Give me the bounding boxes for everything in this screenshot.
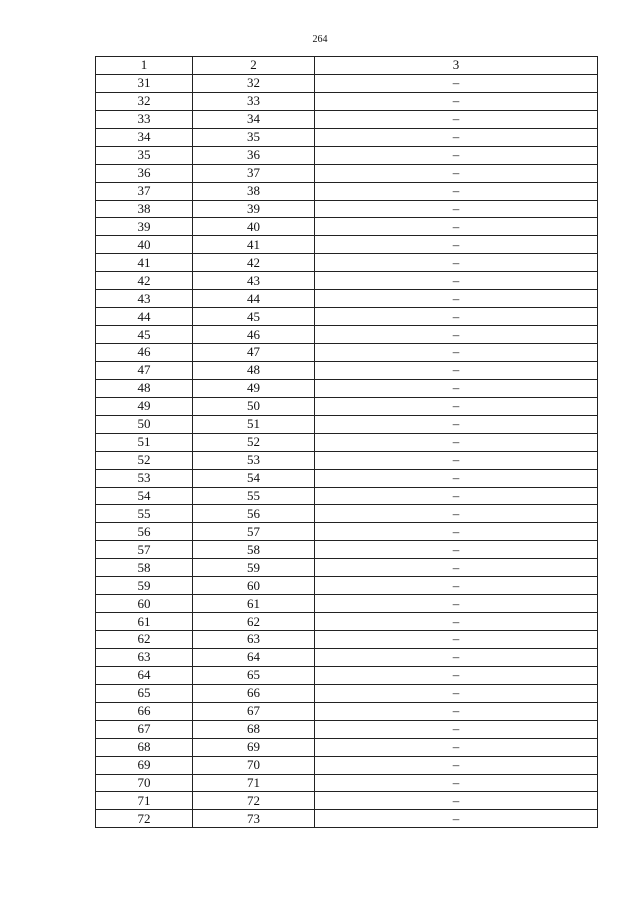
- table-cell: –: [315, 361, 598, 379]
- table-row: [96, 631, 598, 649]
- table-cell: 49: [193, 379, 315, 397]
- table-cell: –: [315, 756, 598, 774]
- table-cell: 71: [193, 774, 315, 792]
- table-cell: 44: [193, 290, 315, 308]
- column-header: 3: [315, 57, 598, 75]
- table-cell: 32: [193, 74, 315, 92]
- table-row: [96, 469, 598, 487]
- table-cell: 67: [96, 720, 193, 738]
- table-cell: 54: [96, 487, 193, 505]
- table-cell: 41: [96, 254, 193, 272]
- table-cell: –: [315, 720, 598, 738]
- table-cell: 59: [193, 559, 315, 577]
- table-cell: –: [315, 523, 598, 541]
- table-cell: 54: [193, 469, 315, 487]
- table-cell: 66: [96, 702, 193, 720]
- table-row: [96, 451, 598, 469]
- page-number: 264: [312, 34, 328, 45]
- table-cell: 60: [193, 577, 315, 595]
- table-cell: –: [315, 308, 598, 326]
- table-cell: –: [315, 397, 598, 415]
- table-cell: 31: [96, 74, 193, 92]
- table-cell: 46: [96, 344, 193, 362]
- table-row: [96, 684, 598, 702]
- table-row: [96, 344, 598, 362]
- table-cell: 68: [96, 738, 193, 756]
- table-cell: 70: [193, 756, 315, 774]
- table-cell: 67: [193, 702, 315, 720]
- table-cell: 63: [193, 631, 315, 649]
- table-cell: 58: [96, 559, 193, 577]
- table-row: [96, 756, 598, 774]
- table-cell: 71: [96, 792, 193, 810]
- table-cell: 72: [96, 810, 193, 828]
- table-row: [96, 577, 598, 595]
- table-cell: 36: [193, 146, 315, 164]
- table-cell: 37: [96, 182, 193, 200]
- table-cell: –: [315, 631, 598, 649]
- table-cell: 49: [96, 397, 193, 415]
- table-row: [96, 720, 598, 738]
- table-row: [96, 164, 598, 182]
- table-cell: –: [315, 326, 598, 344]
- table-cell: –: [315, 505, 598, 523]
- table-cell: –: [315, 128, 598, 146]
- table-cell: –: [315, 433, 598, 451]
- table-cell: 43: [96, 290, 193, 308]
- table-cell: 38: [96, 200, 193, 218]
- table-cell: –: [315, 541, 598, 559]
- table-cell: 69: [96, 756, 193, 774]
- table-row: [96, 200, 598, 218]
- table-cell: 34: [96, 128, 193, 146]
- table-cell: 45: [96, 326, 193, 344]
- table-cell: –: [315, 379, 598, 397]
- table-row: [96, 774, 598, 792]
- table-cell: 55: [96, 505, 193, 523]
- table-cell: –: [315, 684, 598, 702]
- table-cell: 38: [193, 182, 315, 200]
- table-cell: 62: [96, 631, 193, 649]
- table-cell: 42: [96, 272, 193, 290]
- table-cell: 35: [193, 128, 315, 146]
- table-row: [96, 290, 598, 308]
- table-cell: –: [315, 595, 598, 613]
- table-cell: 61: [193, 595, 315, 613]
- table-cell: 52: [193, 433, 315, 451]
- table-cell: 69: [193, 738, 315, 756]
- table-cell: –: [315, 344, 598, 362]
- table-cell: –: [315, 792, 598, 810]
- table-row: [96, 415, 598, 433]
- table-row: [96, 272, 598, 290]
- table-cell: –: [315, 648, 598, 666]
- table-cell: –: [315, 218, 598, 236]
- table-cell: 33: [193, 92, 315, 110]
- table-cell: 47: [193, 344, 315, 362]
- table-cell: –: [315, 469, 598, 487]
- table-cell: 40: [96, 236, 193, 254]
- table-row: [96, 433, 598, 451]
- table-cell: 42: [193, 254, 315, 272]
- table-cell: 52: [96, 451, 193, 469]
- table-cell: –: [315, 74, 598, 92]
- table-cell: 51: [193, 415, 315, 433]
- table-cell: 51: [96, 433, 193, 451]
- table-cell: 65: [193, 666, 315, 684]
- table-row: [96, 326, 598, 344]
- table-cell: –: [315, 110, 598, 128]
- table-cell: 53: [193, 451, 315, 469]
- column-header: 2: [193, 57, 315, 75]
- table-row: [96, 218, 598, 236]
- table-cell: –: [315, 290, 598, 308]
- table-row: [96, 182, 598, 200]
- table-cell: 61: [96, 613, 193, 631]
- table-cell: –: [315, 164, 598, 182]
- table-cell: –: [315, 200, 598, 218]
- table-row: [96, 559, 598, 577]
- table-cell: 36: [96, 164, 193, 182]
- table-cell: –: [315, 666, 598, 684]
- table-row: [96, 110, 598, 128]
- table-row: [96, 128, 598, 146]
- table-row: [96, 254, 598, 272]
- data-table: [95, 56, 598, 828]
- column-header: 1: [96, 57, 193, 75]
- table-cell: –: [315, 613, 598, 631]
- table-row: [96, 666, 598, 684]
- table-row: [96, 595, 598, 613]
- table-cell: –: [315, 254, 598, 272]
- table-row: [96, 146, 598, 164]
- table-cell: –: [315, 236, 598, 254]
- table-row: [96, 613, 598, 631]
- table-cell: 73: [193, 810, 315, 828]
- table-cell: 70: [96, 774, 193, 792]
- table-cell: 34: [193, 110, 315, 128]
- table-row: [96, 487, 598, 505]
- table-row: [96, 74, 598, 92]
- table-cell: –: [315, 415, 598, 433]
- table-cell: –: [315, 774, 598, 792]
- table-cell: 55: [193, 487, 315, 505]
- table-cell: 59: [96, 577, 193, 595]
- table-cell: 72: [193, 792, 315, 810]
- table-cell: –: [315, 810, 598, 828]
- table-cell: –: [315, 146, 598, 164]
- table-cell: 47: [96, 361, 193, 379]
- table-header-row: [96, 57, 598, 75]
- table-cell: 39: [96, 218, 193, 236]
- table-cell: –: [315, 272, 598, 290]
- table-cell: –: [315, 559, 598, 577]
- table-cell: 66: [193, 684, 315, 702]
- table-cell: 45: [193, 308, 315, 326]
- table-cell: 48: [96, 379, 193, 397]
- table-cell: 35: [96, 146, 193, 164]
- table-cell: 65: [96, 684, 193, 702]
- table-row: [96, 738, 598, 756]
- table-row: [96, 505, 598, 523]
- table-row: [96, 397, 598, 415]
- table-row: [96, 648, 598, 666]
- table-cell: 46: [193, 326, 315, 344]
- table-cell: 48: [193, 361, 315, 379]
- table-cell: 60: [96, 595, 193, 613]
- table-cell: 32: [96, 92, 193, 110]
- table-cell: 63: [96, 648, 193, 666]
- table-cell: –: [315, 487, 598, 505]
- table-row: [96, 308, 598, 326]
- table-cell: –: [315, 92, 598, 110]
- table-cell: 50: [96, 415, 193, 433]
- table-cell: 64: [193, 648, 315, 666]
- table-cell: –: [315, 702, 598, 720]
- table-row: [96, 523, 598, 541]
- table-cell: 62: [193, 613, 315, 631]
- table-cell: 40: [193, 218, 315, 236]
- table-cell: 58: [193, 541, 315, 559]
- table-cell: 50: [193, 397, 315, 415]
- table-cell: –: [315, 738, 598, 756]
- table-cell: –: [315, 577, 598, 595]
- table-cell: 56: [193, 505, 315, 523]
- table-cell: 53: [96, 469, 193, 487]
- table-row: [96, 792, 598, 810]
- table-cell: 33: [96, 110, 193, 128]
- table-cell: 68: [193, 720, 315, 738]
- table-cell: 39: [193, 200, 315, 218]
- table-cell: 43: [193, 272, 315, 290]
- table-cell: –: [315, 451, 598, 469]
- table-cell: 37: [193, 164, 315, 182]
- table-row: [96, 361, 598, 379]
- table-cell: –: [315, 182, 598, 200]
- table-cell: 64: [96, 666, 193, 684]
- table-cell: 44: [96, 308, 193, 326]
- table-cell: 56: [96, 523, 193, 541]
- table-row: [96, 92, 598, 110]
- table-row: [96, 810, 598, 828]
- table-cell: 41: [193, 236, 315, 254]
- table-cell: 57: [193, 523, 315, 541]
- table-row: [96, 379, 598, 397]
- table-cell: 57: [96, 541, 193, 559]
- table-row: [96, 541, 598, 559]
- table-row: [96, 236, 598, 254]
- table-row: [96, 702, 598, 720]
- table-body: [96, 57, 598, 828]
